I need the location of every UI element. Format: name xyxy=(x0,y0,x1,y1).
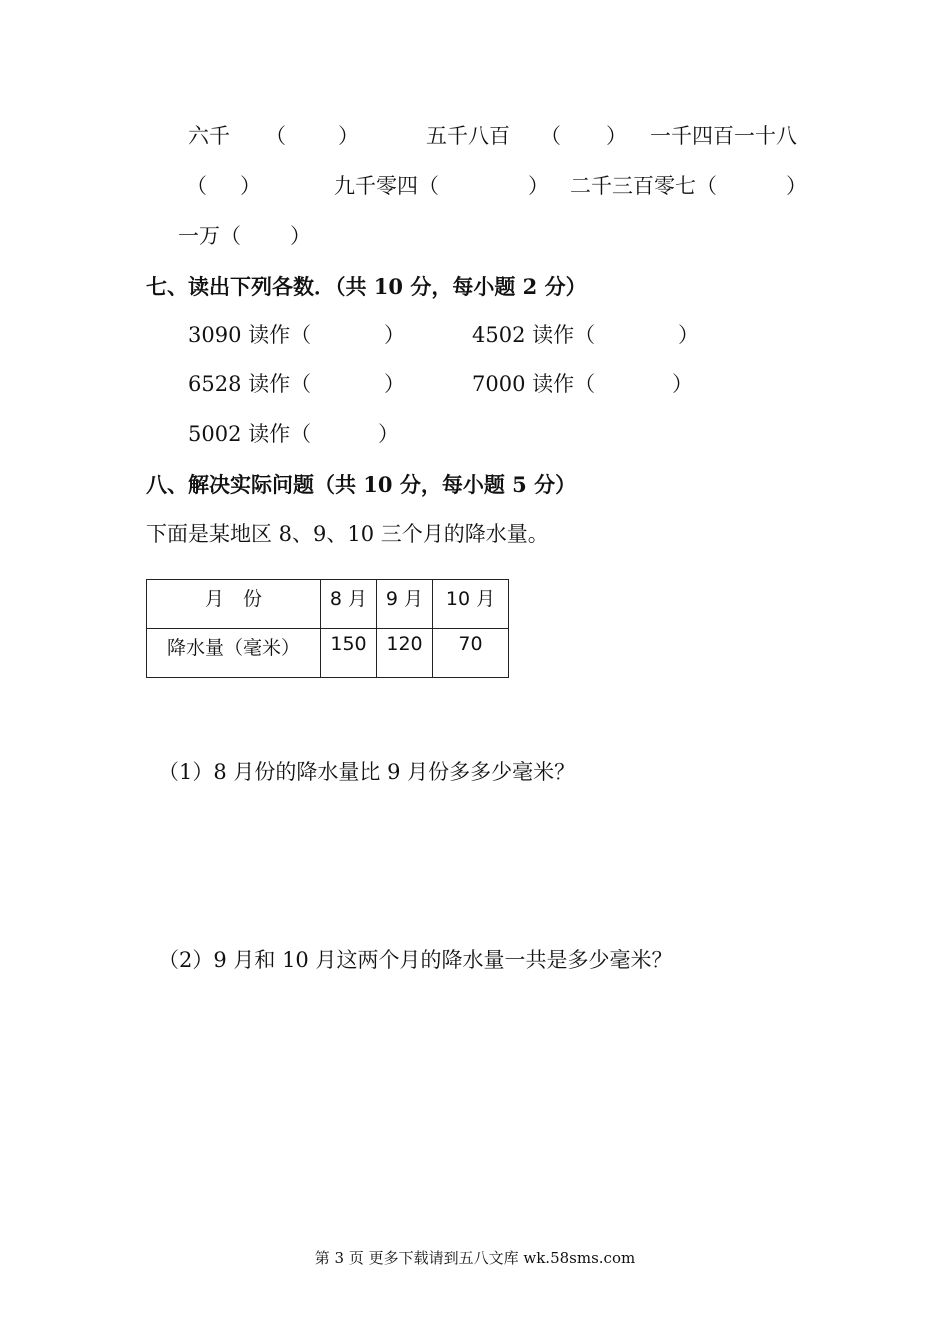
number-word: 九千零四（ xyxy=(334,174,439,198)
number-word: 五千八百 xyxy=(426,124,510,148)
answer-bracket-close: ） xyxy=(606,124,627,148)
table-cell xyxy=(147,629,321,678)
reading-prompt: 7000 读作（ xyxy=(472,372,596,396)
table-cell xyxy=(433,580,509,629)
number-word: 一万（ xyxy=(178,224,241,248)
table-cell xyxy=(321,580,377,629)
cell-text: 月 份 xyxy=(204,588,262,610)
question-2: （2）9 月和 10 月这两个月的降水量一共是多少毫米？ xyxy=(158,948,673,972)
answer-bracket-close: ） xyxy=(338,124,359,148)
answer-bracket-open: （ xyxy=(186,174,207,198)
number-word: 一千四百一十八 xyxy=(650,124,797,148)
answer-bracket-close: ） xyxy=(678,323,699,347)
table-header-row xyxy=(147,580,509,629)
table-cell xyxy=(321,629,377,678)
answer-bracket-close: ） xyxy=(528,174,549,198)
number-word: 六千 xyxy=(188,124,230,148)
cell-text: 10 月 xyxy=(445,588,496,610)
cell-text: 降水量（毫米） xyxy=(166,637,300,659)
problem-intro: 下面是某地区 8、9、10 三个月的降水量。 xyxy=(146,522,549,546)
question-1: （1）8 月份的降水量比 9 月份多多少毫米？ xyxy=(158,760,576,784)
answer-bracket-close: ） xyxy=(290,224,311,248)
rainfall-table xyxy=(146,579,509,678)
table-cell xyxy=(147,580,321,629)
table-row xyxy=(147,629,509,678)
cell-text: 70 xyxy=(458,633,483,655)
cell-text: 8 月 xyxy=(329,588,368,610)
answer-bracket-close: ） xyxy=(240,174,261,198)
cell-text: 9 月 xyxy=(385,588,424,610)
answer-bracket-close: ） xyxy=(384,323,405,347)
table-cell xyxy=(433,629,509,678)
reading-prompt: 5002 读作（ xyxy=(188,422,312,446)
cell-text: 150 xyxy=(330,633,367,655)
answer-bracket-close: ） xyxy=(672,372,693,396)
section-heading: 七、读出下列各数．（共 10 分，每小题 2 分） xyxy=(146,274,587,299)
answer-bracket-close: ） xyxy=(378,422,399,446)
table-cell xyxy=(377,580,433,629)
reading-prompt: 6528 读作（ xyxy=(188,372,312,396)
page-footer: 第 3 页 更多下载请到五八文库 wk.58sms.com xyxy=(314,1249,636,1267)
number-word: 二千三百零七（ xyxy=(570,174,717,198)
answer-bracket-open: （ xyxy=(265,124,286,148)
answer-bracket-close: ） xyxy=(384,372,405,396)
answer-bracket-open: （ xyxy=(540,124,561,148)
cell-text: 120 xyxy=(386,633,423,655)
reading-prompt: 4502 读作（ xyxy=(472,323,596,347)
table-cell xyxy=(377,629,433,678)
answer-bracket-close: ） xyxy=(786,174,807,198)
section-heading: 八、解决实际问题（共 10 分，每小题 5 分） xyxy=(146,472,577,497)
reading-prompt: 3090 读作（ xyxy=(188,323,312,347)
